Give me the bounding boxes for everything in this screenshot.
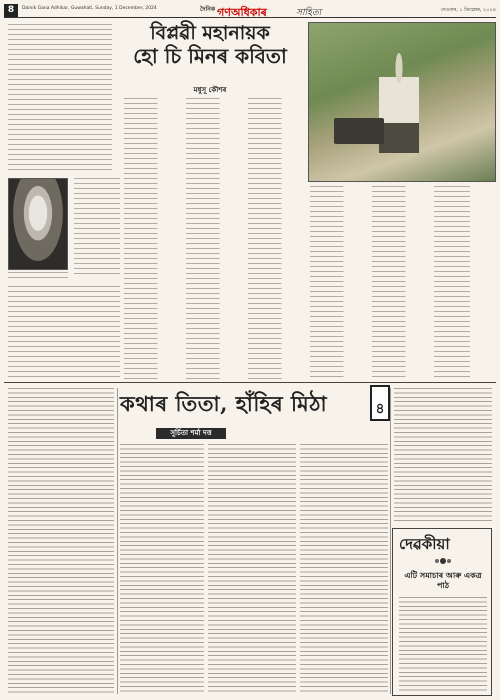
publication-line: Dainik Gana Adhikar, Guwahati, Sunday, 1 December, 2024 <box>22 6 157 11</box>
photo-ho-chi-minh <box>308 22 496 182</box>
poem-column-5 <box>372 186 428 380</box>
story-column-2 <box>120 444 204 694</box>
section-title: সাহিত্য <box>296 8 322 18</box>
poem-column-1 <box>124 98 180 380</box>
story-number-badge <box>370 385 390 421</box>
masthead <box>4 4 496 18</box>
story-column-1 <box>8 388 114 694</box>
poem-column-4 <box>310 186 366 380</box>
poem-column-2 <box>186 98 242 380</box>
logo-text: গণঅধিকাৰ <box>217 6 267 19</box>
story-number: ৪ <box>375 401 385 417</box>
sidebar-box <box>392 528 492 696</box>
logo <box>200 4 267 23</box>
poem-column-6 <box>434 186 494 380</box>
sidebar-title: দেৱকীয়া <box>399 535 450 553</box>
page-number: 8 <box>4 4 18 17</box>
lead-column <box>8 24 112 174</box>
story-byline: সুৰ্চিতা শৰ্মা দত্ত <box>156 428 226 439</box>
column-rule <box>117 388 118 694</box>
poem-byline: মধুসূ কৌশৰ <box>193 86 227 94</box>
poem-title-line-1: বিপ্লৱী মহানায়ক <box>150 22 270 44</box>
sidebar-list <box>399 597 487 691</box>
poem-feature-title <box>120 22 300 68</box>
typewriter-shape <box>334 118 384 144</box>
sidebar-subtitle: এটি সমাচাৰ আৰু একত্ৰ পাঠ <box>404 571 482 590</box>
logo-prefix: দৈনিক <box>200 6 216 13</box>
column-rule <box>390 388 391 694</box>
figure-silhouette <box>379 53 419 153</box>
portrait-photo <box>8 178 68 270</box>
decorative-flower-icon <box>433 553 453 569</box>
story-column-4 <box>300 444 388 694</box>
story-column-5 <box>394 388 492 522</box>
dateline: দেওবাৰ, ১ ডিচেম্বৰ, ২০২৪ <box>440 7 496 13</box>
portrait-caption <box>8 272 68 282</box>
lead-column-bottom <box>8 286 120 380</box>
story-column-3 <box>208 444 296 694</box>
story-title: কথাৰ তিতা, হাঁহিৰ মিঠা <box>120 391 328 416</box>
section-divider <box>4 382 496 383</box>
poem-title-line-2: হো চি মিনৰ কবিতা <box>133 44 287 68</box>
lead-column-continued <box>74 178 120 278</box>
poem-column-3 <box>248 98 304 380</box>
